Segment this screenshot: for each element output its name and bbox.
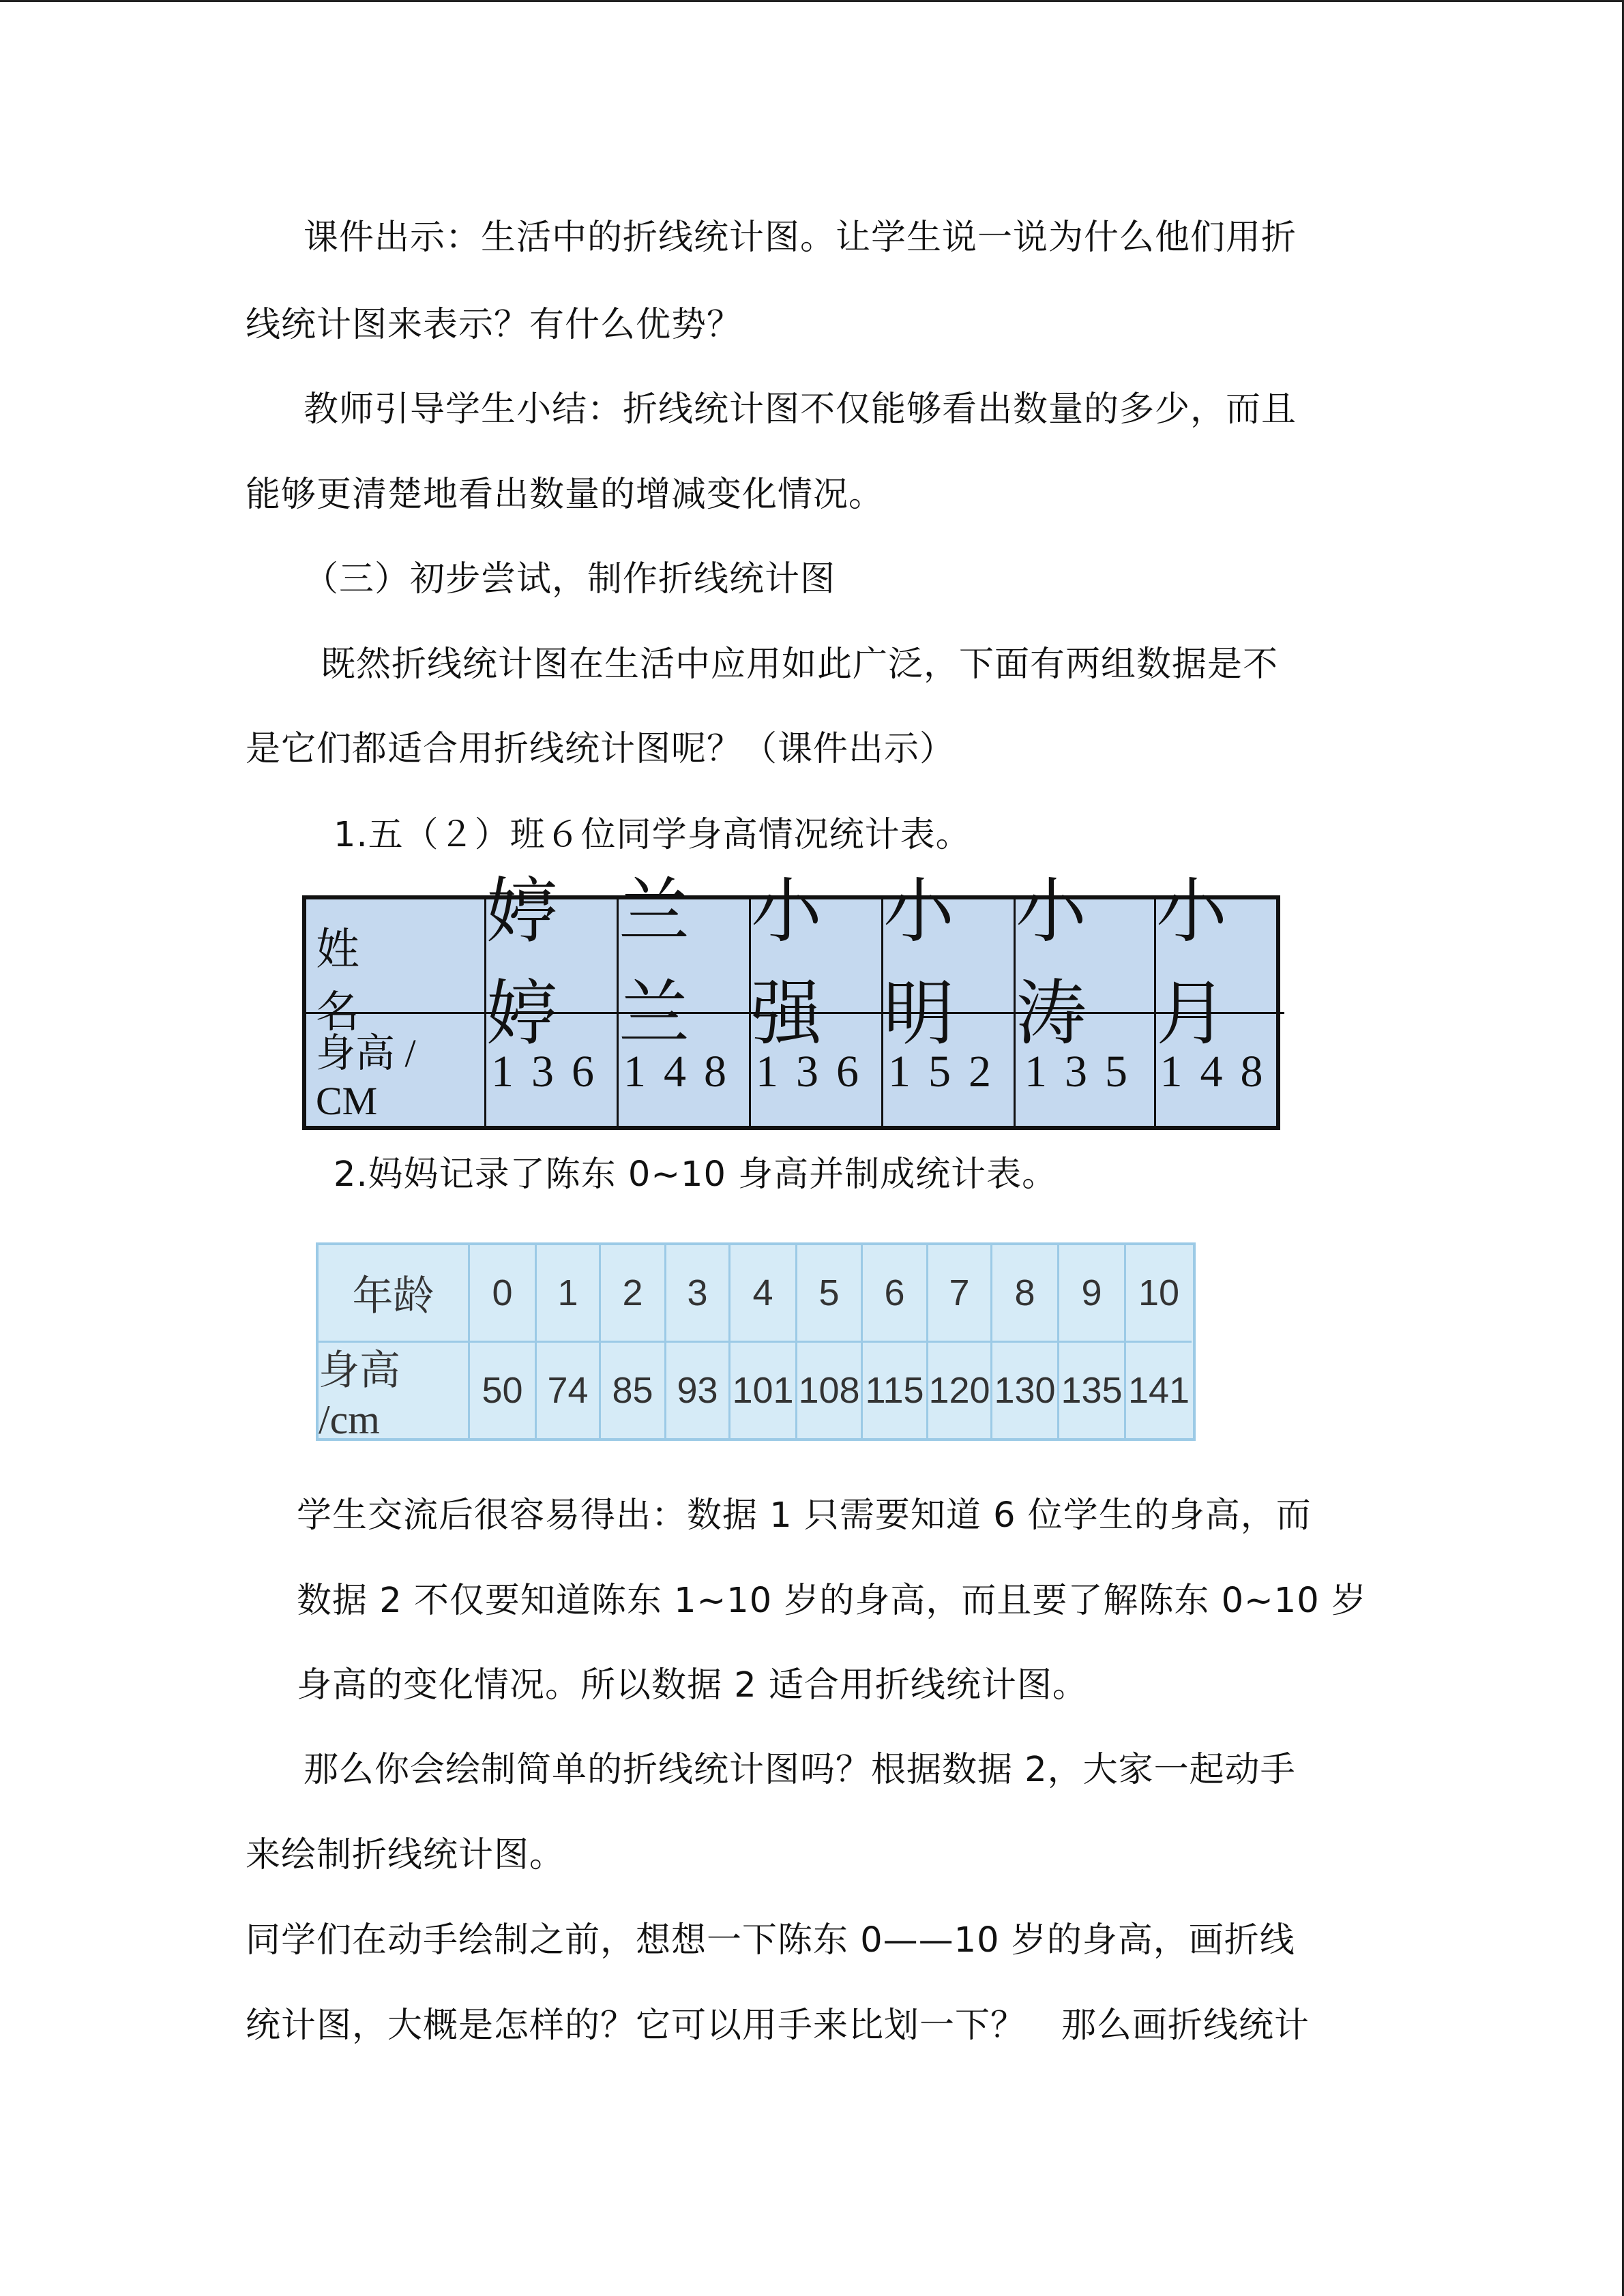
table2-age-cell: 10 bbox=[1126, 1245, 1192, 1343]
table2-height-label: 身高 /cm bbox=[319, 1343, 470, 1438]
table1-name-cell: 兰兰 bbox=[619, 899, 751, 1014]
item2-caption: 2.妈妈记录了陈东 0~10 身高并制成统计表。 bbox=[334, 1154, 1058, 1195]
table2-age-cell: 2 bbox=[601, 1245, 666, 1343]
table1-height-cell: 136 bbox=[751, 1014, 883, 1130]
p4-line1: 学生交流后很容易得出：数据 1 只需要知道 6 位学生的身高，而 bbox=[297, 1495, 1312, 1536]
table1-height-cell: 152 bbox=[883, 1014, 1016, 1130]
table2-age-cell: 4 bbox=[730, 1245, 797, 1343]
age-height-table bbox=[316, 1242, 1196, 1441]
table2-height-cell: 108 bbox=[797, 1343, 863, 1438]
table2-age-cell: 7 bbox=[928, 1245, 992, 1343]
table1-name-cell: 小明 bbox=[883, 899, 1016, 1014]
table2-height-cell: 85 bbox=[601, 1343, 666, 1438]
table2-age-cell: 6 bbox=[863, 1245, 928, 1343]
table2-age-cell: 8 bbox=[992, 1245, 1059, 1343]
p4-line2: 数据 2 不仅要知道陈东 1~10 岁的身高，而且要了解陈东 0~10 岁 bbox=[297, 1581, 1367, 1621]
table1-name-cell: 婷婷 bbox=[486, 899, 619, 1014]
table2-height-cell: 93 bbox=[666, 1343, 730, 1438]
table2-height-cell: 135 bbox=[1059, 1343, 1126, 1438]
p6-line2: 统计图，大概是怎样的？它可以用手来比划一下？ 那么画折线统计 bbox=[246, 2006, 1310, 2046]
section-heading: （三）初步尝试，制作折线统计图 bbox=[304, 559, 836, 599]
table2-age-cell: 5 bbox=[797, 1245, 863, 1343]
p1-line1: 课件出示：生活中的折线统计图。让学生说一说为什么他们用折 bbox=[304, 218, 1297, 258]
table2-age-label: 年龄 bbox=[319, 1245, 470, 1343]
table2-height-cell: 101 bbox=[730, 1343, 797, 1438]
table1-height-cell: 135 bbox=[1016, 1014, 1156, 1130]
table1-name-cell: 小涛 bbox=[1016, 899, 1156, 1014]
table2-age-cell: 0 bbox=[470, 1245, 537, 1343]
item1-caption: 1.五（２）班６位同学身高情况统计表。 bbox=[334, 815, 971, 855]
p2-line2: 能够更清楚地看出数量的增减变化情况。 bbox=[246, 475, 885, 515]
table1-name-cell: 小强 bbox=[751, 899, 883, 1014]
p5-line1: 那么你会绘制简单的折线统计图吗？根据数据 2，大家一起动手 bbox=[304, 1750, 1296, 1790]
table1-height-label: 身高 / CM bbox=[306, 1014, 486, 1130]
class-height-table bbox=[302, 872, 1281, 1130]
p6-line1: 同学们在动手绘制之前，想想一下陈东 0——10 岁的身高，画折线 bbox=[246, 1920, 1295, 1960]
table2-height-cell: 74 bbox=[537, 1343, 601, 1438]
table1-height-cell: 136 bbox=[486, 1014, 619, 1130]
p1-line2: 线统计图来表示？有什么优势？ bbox=[246, 305, 743, 345]
p5-line2: 来绘制折线统计图。 bbox=[246, 1835, 565, 1875]
p2-line1: 教师引导学生小结：折线统计图不仅能够看出数量的多少，而且 bbox=[304, 389, 1297, 430]
page-top-border bbox=[0, 0, 1624, 2]
table2-height-cell: 130 bbox=[992, 1343, 1059, 1438]
table1-header-label: 姓 名 bbox=[306, 899, 486, 1014]
table2-height-cell: 50 bbox=[470, 1343, 537, 1438]
table2-height-cell: 115 bbox=[863, 1343, 928, 1438]
table1-height-cell: 148 bbox=[619, 1014, 751, 1130]
table2-age-cell: 3 bbox=[666, 1245, 730, 1343]
table2-age-cell: 1 bbox=[537, 1245, 601, 1343]
p3-line2: 是它们都适合用折线统计图呢？（课件出示） bbox=[246, 729, 956, 769]
table1-name-cell: 小月 bbox=[1156, 899, 1284, 1014]
table2-age-cell: 9 bbox=[1059, 1245, 1126, 1343]
p4-line3: 身高的变化情况。所以数据 2 适合用折线统计图。 bbox=[297, 1665, 1088, 1705]
table1-height-cell: 148 bbox=[1160, 1047, 1281, 1097]
table2-height-cell: 120 bbox=[928, 1343, 992, 1438]
p3-line1: 既然折线统计图在生活中应用如此广泛，下面有两组数据是不 bbox=[321, 644, 1279, 685]
table2-height-cell: 141 bbox=[1127, 1370, 1190, 1411]
